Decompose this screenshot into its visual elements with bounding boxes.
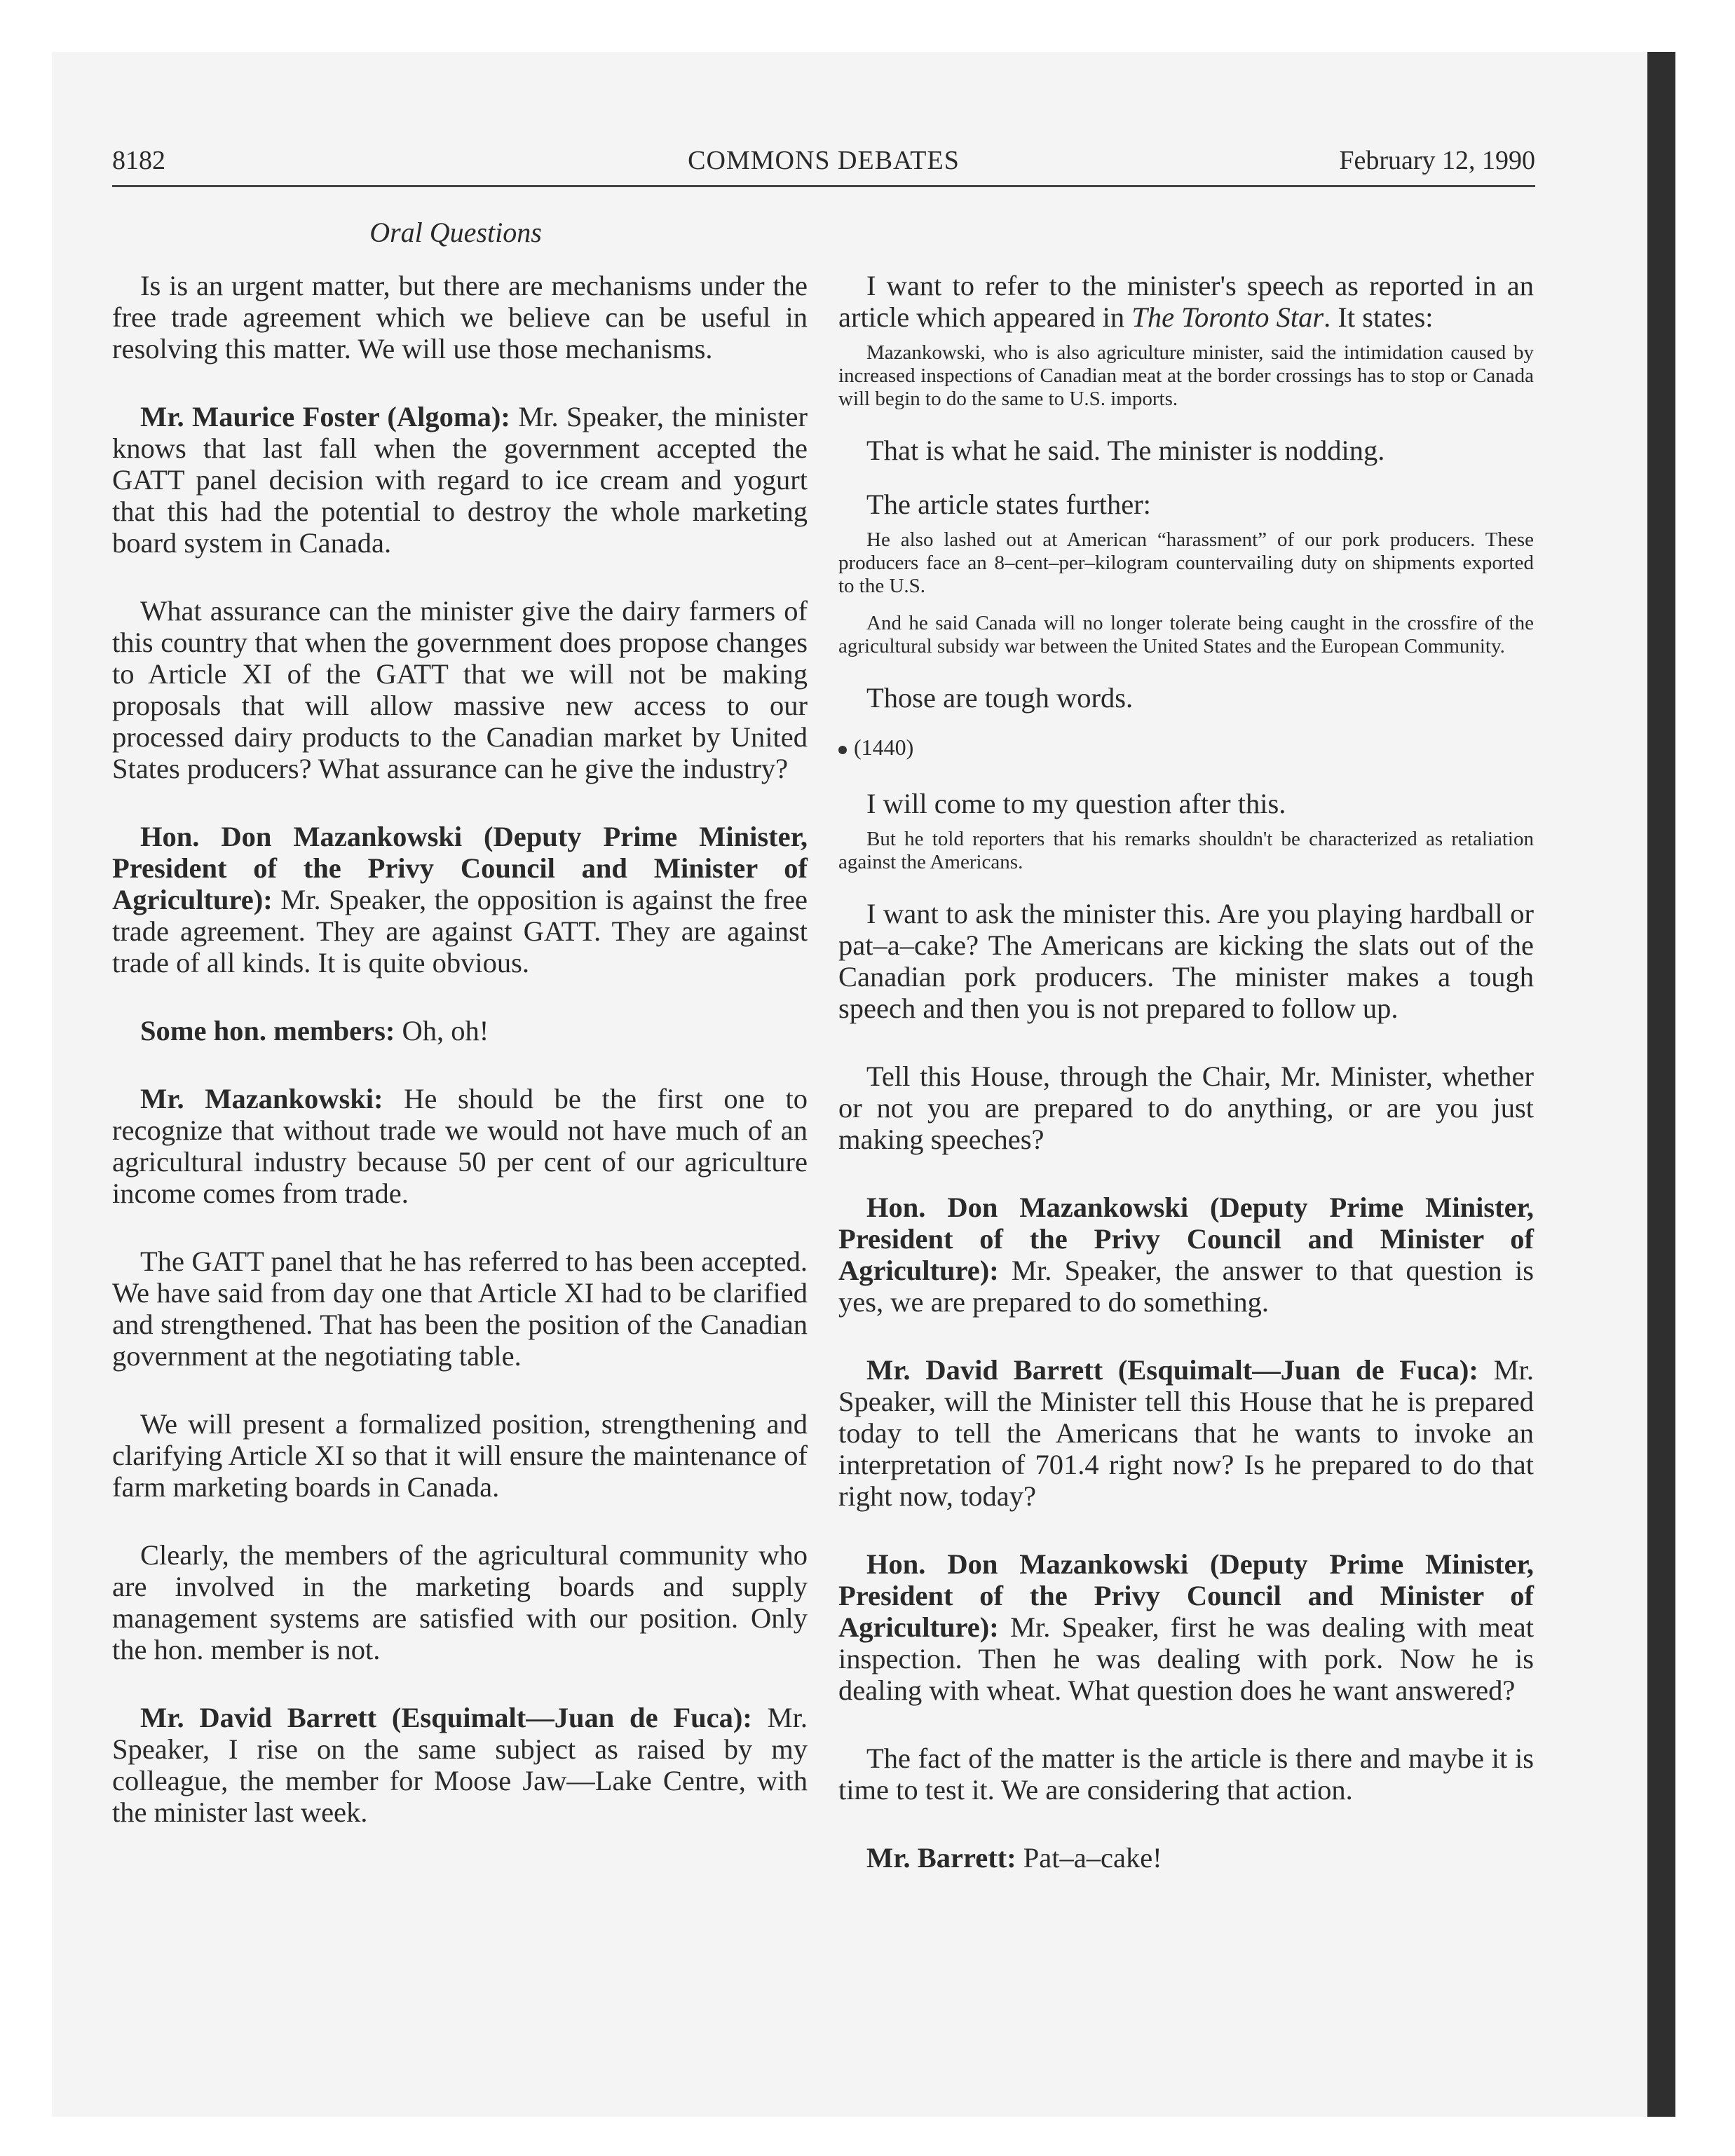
page-header bbox=[112, 143, 1535, 187]
quotation: Mazankowski, who is also agriculture minister, said the intimidation caused by increased inspections of Canadian meat at the border crossings has to stop or Canada will begin to do the same to U.S. imports. bbox=[838, 341, 1534, 410]
paragraph: I want to refer to the minister's speech as reported in an article which appeared in The Toronto Star. It states: bbox=[838, 270, 1534, 333]
paragraph: The fact of the matter is the article is there and maybe it is time to test it. We are considering that action. bbox=[838, 1742, 1534, 1806]
paragraph: Tell this House, through the Chair, Mr. Minister, whether or not you are prepared to do anything, or are you just making speeches? bbox=[838, 1060, 1534, 1155]
scan-edge bbox=[1647, 52, 1675, 2117]
paragraph: Those are tough words. bbox=[866, 682, 1134, 714]
paragraph: Mr. Mazankowski: He should be the first one to recognize that without trade we would not have much of an agricultural industry because 50 per cent of our agriculture income comes from trade. bbox=[112, 1083, 808, 1209]
speaker-name: Mr. Maurice Foster (Algoma): bbox=[140, 401, 510, 432]
source-title: The Toronto Star bbox=[1131, 301, 1324, 333]
paragraph: We will present a formalized position, strengthening and clarifying Article XI so that it will ensure the maintenance of farm marketing boards in Canada. bbox=[112, 1408, 808, 1503]
paragraph: That is what he said. The minister is nodding. bbox=[866, 435, 1385, 466]
paragraph: Is is an urgent matter, but there are mechanisms under the free trade agreement which we believe can be useful in resolving this matter. We will use those mechanisms. bbox=[112, 270, 808, 364]
bullet-icon bbox=[838, 746, 847, 754]
time-marker: (1440) bbox=[838, 733, 1534, 761]
paragraph: Mr. Maurice Foster (Algoma): Mr. Speaker, the minister knows that last fall when the government accepted the GATT panel decision with regard to ice cream and yogurt that this had the potential to destroy the whole marketing board system in Canada. bbox=[112, 401, 808, 559]
paragraph: Mr. David Barrett (Esquimalt—Juan de Fuca): Mr. Speaker, I rise on the same subject as raised by my colleague, the member for Moose Jaw—Lake Centre, with the minister last week. bbox=[112, 1702, 808, 1828]
speaker-name: Mr. David Barrett (Esquimalt—Juan de Fuca): bbox=[140, 1702, 752, 1733]
paragraph: I want to ask the minister this. Are you playing hardball or pat–a–cake? The Americans are kicking the slats out of the Canadian pork producers. The minister makes a tough speech and then you is not prepared to follow up. bbox=[838, 898, 1534, 1024]
right-column bbox=[838, 270, 1534, 1910]
speaker-name: Mr. David Barrett (Esquimalt—Juan de Fuca): bbox=[866, 1354, 1478, 1386]
paragraph: Hon. Don Mazankowski (Deputy Prime Minister, President of the Privy Council and Minister of Agriculture): Mr. Speaker, first he was dealing with meat inspection. Then he was dealing with pork. Now he is dealing with wheat. What question does he want answered? bbox=[838, 1548, 1534, 1706]
publication-title: COMMONS DEBATES bbox=[688, 146, 960, 175]
speaker-name: Some hon. members: bbox=[140, 1015, 395, 1046]
paragraph: Mr. David Barrett (Esquimalt—Juan de Fuca): Mr. Speaker, will the Minister tell this House that he is prepared today to tell the Americans that he wants to invoke an interpretation of 701.4 right now? Is he prepared to do that right now, today? bbox=[838, 1354, 1534, 1512]
paragraph: The GATT panel that he has referred to has been accepted. We have said from day one that Article XI had to be clarified and strengthened. That has been the position of the Canadian government at the negotiating table. bbox=[112, 1246, 808, 1372]
quotation: He also lashed out at American “harassment” of our pork producers. These producers face an 8–cent–per–kilogram countervailing duty on shipments exported to the U.S. bbox=[838, 528, 1534, 597]
speaker-name: Mr. Barrett: bbox=[866, 1842, 1016, 1874]
paragraph: What assurance can the minister give the dairy farmers of this country that when the government does propose changes to Article XI of the GATT that we will not be making proposals that will allow massive new access to our processed dairy products to the Canadian market by United States producers? What assurance can he give the industry? bbox=[112, 595, 808, 784]
left-column bbox=[112, 270, 808, 1864]
speaker-name: Hon. Don Mazankowski (Deputy Prime Minister, President of the Privy Council and Minister of Agriculture): bbox=[112, 821, 808, 915]
paragraph: I will come to my question after this. bbox=[866, 788, 1286, 819]
speaker-name: Hon. Don Mazankowski (Deputy Prime Minister, President of the Privy Council and Minister of Agriculture): bbox=[838, 1548, 1534, 1643]
page-number: 8182 bbox=[112, 146, 165, 175]
paragraph: Clearly, the members of the agricultural community who are involved in the marketing boards and supply management systems are satisfied with our position. Only the hon. member is not. bbox=[112, 1539, 808, 1665]
paragraph: Hon. Don Mazankowski (Deputy Prime Minister, President of the Privy Council and Minister of Agriculture): Mr. Speaker, the answer to that question is yes, we are prepared to do something. bbox=[838, 1192, 1534, 1318]
paragraph: The article states further: bbox=[866, 489, 1151, 520]
paragraph: Mr. Barrett: Pat–a–cake! bbox=[866, 1842, 1162, 1874]
page-date: February 12, 1990 bbox=[1339, 146, 1535, 175]
section-title: Oral Questions bbox=[369, 217, 542, 248]
quotation: But he told reporters that his remarks shouldn't be characterized as retaliation against the Americans. bbox=[838, 828, 1534, 873]
speaker-name: Mr. Mazankowski: bbox=[140, 1083, 383, 1114]
paragraph: Some hon. members: Oh, oh! bbox=[140, 1015, 489, 1046]
paragraph: Hon. Don Mazankowski (Deputy Prime Minister, President of the Privy Council and Minister of Agriculture): Mr. Speaker, the opposition is against the free trade agreement. They are against GATT. They are against trade of all kinds. It is quite obvious. bbox=[112, 821, 808, 978]
speaker-name: Hon. Don Mazankowski (Deputy Prime Minister, President of the Privy Council and Minister of Agriculture): bbox=[838, 1192, 1534, 1286]
quotation: And he said Canada will no longer tolerate being caught in the crossfire of the agricultural subsidy war between the United States and the European Community. bbox=[838, 612, 1534, 657]
